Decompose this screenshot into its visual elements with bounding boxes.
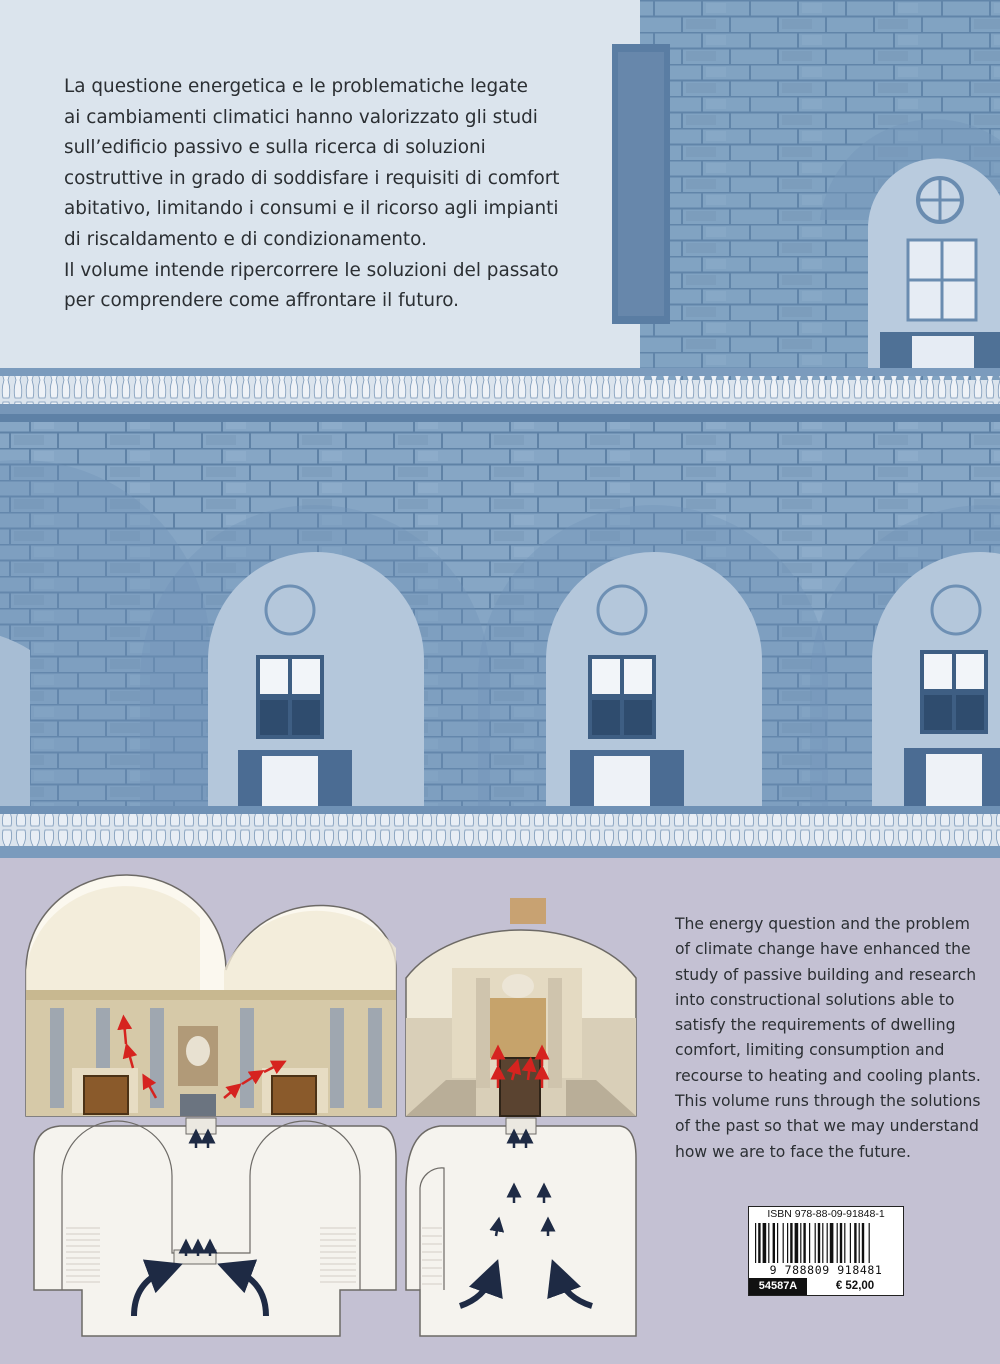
barcode-bar [830, 1223, 834, 1263]
product-code: 54587A [749, 1278, 807, 1295]
isbn-label: ISBN 978-88-09-91848-1 [767, 1208, 885, 1220]
english-line: how we are to face the future. [675, 1142, 911, 1161]
english-line: satisfy the requirements of dwelling [675, 1016, 956, 1035]
barcode-bar [809, 1223, 810, 1263]
barcode-bar [755, 1223, 756, 1263]
barcode-bars [753, 1223, 899, 1263]
english-line: This volume runs through the solutions [675, 1092, 981, 1111]
barcode-bar [837, 1223, 838, 1263]
barcode-bar [854, 1223, 856, 1263]
italian-description [64, 72, 624, 317]
english-line: recourse to heating and cooling plants. [675, 1066, 981, 1085]
barcode-bar [822, 1223, 823, 1263]
barcode-bar [840, 1223, 842, 1263]
english-line: of climate change have enhanced the [675, 940, 971, 959]
barcode-bar [818, 1223, 820, 1263]
italian-line: sull’edificio passivo e sulla ricerca di soluzioni [64, 137, 486, 159]
barcode-bar [850, 1223, 851, 1263]
ventilation-diagrams [0, 858, 660, 1364]
barcode-bar [859, 1223, 860, 1263]
barcode-digits: 9 788809 918481 [769, 1263, 883, 1277]
barcode-bar [869, 1223, 870, 1263]
barcode-bar [758, 1223, 760, 1263]
italian-line: per comprendere come affrontare il futuro. [64, 290, 460, 312]
barcode-bar [795, 1223, 799, 1263]
italian-line: Il volume intende ripercorrere le soluzioni del passato [64, 259, 559, 281]
italian-line: La questione energetica e le problematiche legate [64, 76, 528, 97]
english-line: comfort, limiting consumption and [675, 1041, 945, 1060]
hall-section-a [26, 875, 396, 1336]
barcode-bar [790, 1223, 792, 1263]
barcode-bar [773, 1223, 775, 1263]
barcode-bar [815, 1223, 816, 1263]
isbn-barcode-box [748, 1206, 904, 1296]
italian-line: abitativo, limitando i consumi e il ricorso agli impianti [64, 198, 559, 220]
english-line: study of passive building and research [675, 965, 977, 984]
italian-line: ai cambiamenti climatici hanno valorizzato gli studi [64, 106, 538, 128]
barcode-bar [827, 1223, 828, 1263]
barcode-bar [787, 1223, 788, 1263]
english-line: into constructional solutions able to [675, 990, 955, 1009]
barcode-bar [763, 1223, 767, 1263]
barcode-bar [800, 1223, 801, 1263]
barcode-bar [803, 1223, 805, 1263]
hall-section-b [406, 898, 636, 1336]
english-description [675, 912, 985, 1165]
barcode-footer [749, 1278, 903, 1295]
barcode-bar [777, 1223, 778, 1263]
price: € 52,00 [835, 1280, 875, 1292]
english-line: of the past so that we may understand [675, 1117, 979, 1136]
italian-line: di riscaldamento e di condizionamento. [64, 228, 427, 250]
barcode-bar [862, 1223, 864, 1263]
barcode-bar [768, 1223, 769, 1263]
barcode-bar [783, 1223, 784, 1263]
barcode-bar [844, 1223, 845, 1263]
italian-line: costruttive in grado di soddisfare i requisiti di comfort [64, 167, 560, 189]
english-line: The energy question and the problem [675, 915, 970, 933]
